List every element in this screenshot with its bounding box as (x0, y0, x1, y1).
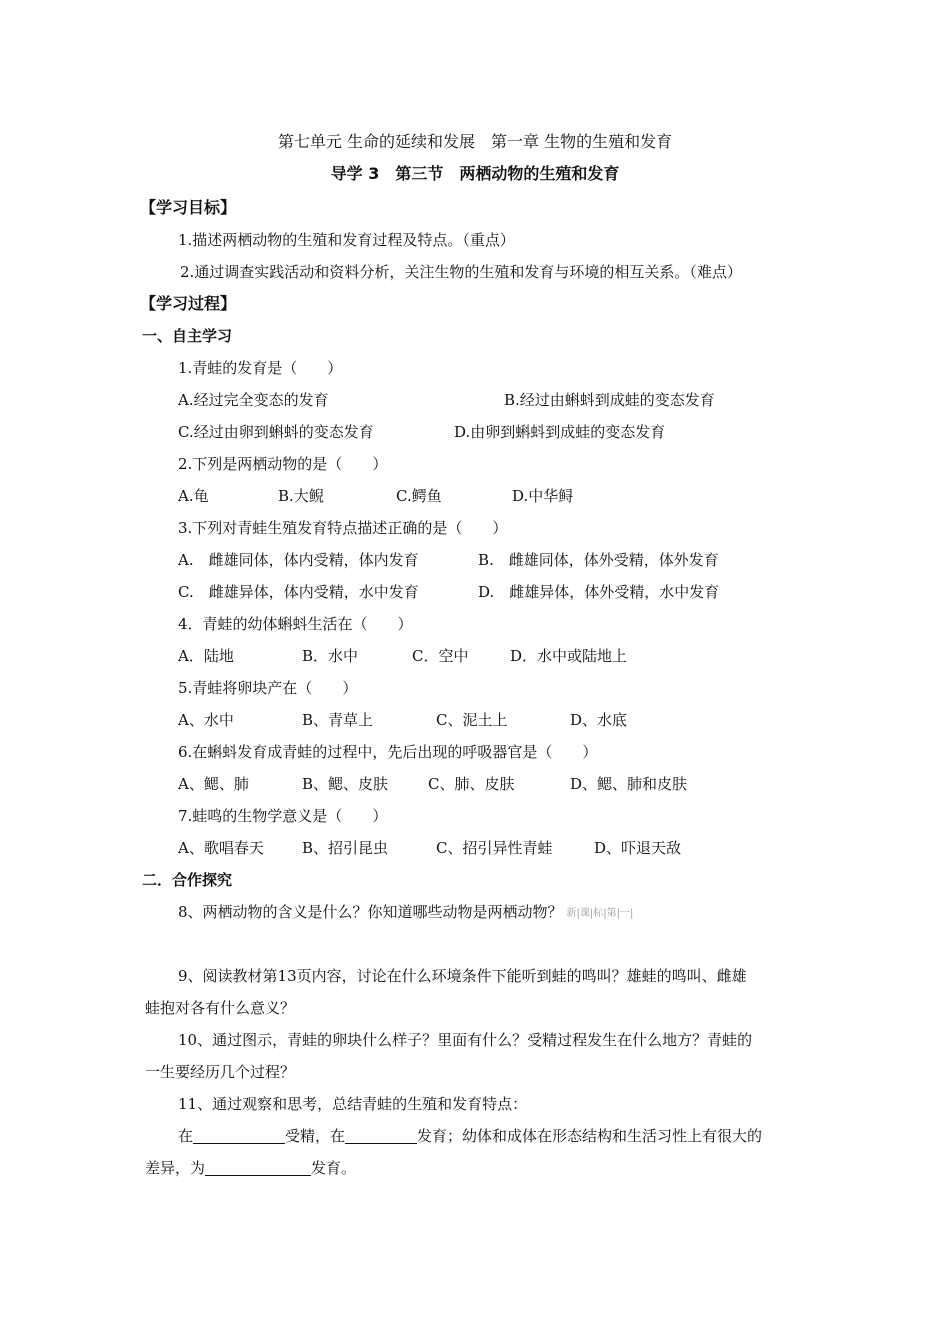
option: B.经过由蝌蚪到成蛙的变态发育 (504, 391, 715, 409)
process-heading: 【学习过程】 (140, 294, 237, 313)
option: B、青草上 (302, 711, 374, 729)
question-11: 11、通过观察和思考，总结青蛙的生殖和发育特点： (178, 1095, 528, 1113)
option: C．空中 (412, 647, 469, 665)
objectives-heading: 【学习目标】 (140, 198, 237, 217)
fill-text: 发育。 (311, 1159, 357, 1177)
option: D.中华鲟 (512, 487, 574, 505)
question-9-line: 9、阅读教材第13页内容，讨论在什么环境条件下能听到蛙的鸣叫？雄蛙的鸣叫、雌雄 (178, 967, 747, 985)
option: D、吓退天敌 (594, 839, 682, 857)
question-9-line: 蛙抱对各有什么意义？ (145, 999, 296, 1017)
option: A、歌唱春天 (178, 839, 264, 857)
objective-item: 2.通过调查实践活动和资料分析，关注生物的生殖和发育与环境的相互关系。（难点） (180, 263, 742, 281)
fill-line-2 (145, 1158, 356, 1178)
question-stem: 4．青蛙的幼体蝌蚪生活在（ ） (178, 615, 413, 633)
watermark: 新|课|标|第|一| (566, 908, 634, 919)
cooperation-heading: 二．合作探究 (142, 871, 233, 889)
page-title: 第七单元 生命的延续和发展 第一章 生物的生殖和发育 (277, 132, 673, 151)
question-stem: 1.青蛙的发育是（ ） (178, 359, 343, 377)
option: B.大鲵 (278, 487, 324, 505)
option: D、水底 (570, 711, 628, 729)
question-8-text: 8、两栖动物的含义是什么？你知道哪些动物是两栖动物？ (178, 903, 563, 921)
answer-blank[interactable] (193, 1127, 285, 1144)
option: C. 雌雄异体，体内受精，水中发育 (178, 583, 419, 601)
option: B. 雌雄同体，体外受精，体外发育 (478, 551, 719, 569)
option: B、鳃、皮肤 (302, 775, 389, 793)
page-subtitle: 导学 3 第三节 两栖动物的生殖和发育 (330, 164, 620, 183)
fill-text: 发育；幼体和成体在形态结构和生活习性上有很大的 (417, 1127, 763, 1145)
answer-blank[interactable] (205, 1159, 311, 1176)
fill-line-1 (178, 1126, 762, 1146)
option: A．陆地 (178, 647, 234, 665)
option: C、肺、皮肤 (428, 775, 515, 793)
option: A. 雌雄同体，体内受精，体内发育 (178, 551, 419, 569)
objective-item: 1.描述两栖动物的生殖和发育过程及特点。（重点） (178, 231, 515, 249)
question-stem: 2.下列是两栖动物的是（ ） (178, 455, 388, 473)
answer-blank[interactable] (345, 1127, 417, 1144)
option: B．水中 (302, 647, 359, 665)
option: A、鳃、肺 (178, 775, 249, 793)
option: A、水中 (178, 711, 234, 729)
fill-text: 受精，在 (285, 1127, 346, 1145)
question-stem: 7.蛙鸣的生物学意义是（ ） (178, 807, 388, 825)
option: D.由卵到蝌蚪到成蛙的变态发育 (454, 423, 666, 441)
option: A.经过完全变态的发育 (178, 391, 329, 409)
self-study-heading: 一、自主学习 (142, 327, 233, 345)
question-stem: 6.在蝌蚪发育成青蛙的过程中，先后出现的呼吸器官是（ ） (178, 743, 598, 761)
question-stem: 3.下列对青蛙生殖发育特点描述正确的是（ ） (178, 519, 508, 537)
option: C.鳄鱼 (396, 487, 442, 505)
fill-text: 差异，为 (145, 1159, 206, 1177)
fill-text: 在 (178, 1127, 194, 1145)
option: C、招引异性青蛙 (436, 839, 553, 857)
option: B、招引昆虫 (302, 839, 389, 857)
question-10-line: 一生要经历几个过程？ (145, 1063, 296, 1081)
option: D、鳃、肺和皮肤 (570, 775, 688, 793)
question-8 (178, 902, 633, 924)
option: D. 雌雄异体，体外受精，水中发育 (478, 583, 720, 601)
option: A.龟 (178, 487, 209, 505)
option: C.经过由卵到蝌蚪的变态发育 (178, 423, 374, 441)
question-stem: 5.青蛙将卵块产在（ ） (178, 679, 358, 697)
option: C、泥土上 (436, 711, 508, 729)
question-10-line: 10、通过图示，青蛙的卵块什么样子？里面有什么？受精过程发生在什么地方？青蛙的 (178, 1031, 753, 1049)
option: D．水中或陆地上 (510, 647, 628, 665)
